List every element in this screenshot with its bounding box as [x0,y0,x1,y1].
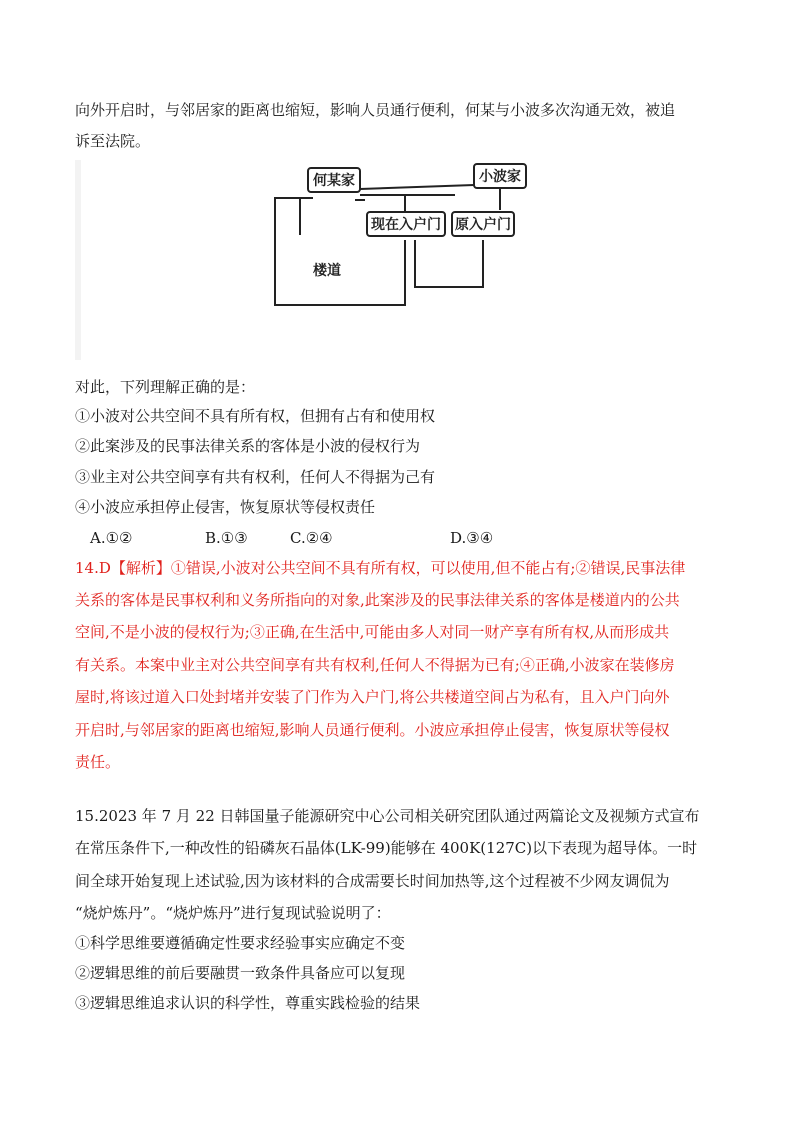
intro-line-2: 诉至法院。 [75,132,151,150]
scan-shadow [75,160,81,360]
q14-analysis-line-3: 空间,不是小波的侵权行为;③正确,在生活中,可能由多人对同一财产享有所有权,从而形成共 [75,623,670,641]
stairway-label: 楼道 [313,263,341,279]
q14-statement-4: ④小波应承担停止侵害，恢复原状等侵权责任 [75,498,376,516]
intro-line-1: 向外开启时，与邻居家的距离也缩短，影响人员通行便利，何某与小波多次沟通无效，被追 [75,101,676,119]
q15-stem-line-4: “烧炉炼丹”。“烧炉炼丹”进行复现试验说明了： [75,904,391,922]
corridor-outer-wall [275,198,405,305]
q14-stem: 对此，下列理解正确的是： [75,378,256,396]
q14-analysis-line-7: 责任。 [75,753,121,771]
q14-analysis-line-4: 有关系。本案中业主对公共空间享有共有权利,任何人不得据为已有;④正确,小波家在装修房 [75,656,675,674]
q15-statement-2: ②逻辑思维的前后要融贯一致条件具备应可以复现 [75,964,406,982]
original-door-label: 原入户门 [455,217,511,233]
he-house-label: 何某家 [313,173,355,189]
q15-stem-line-2: 在常压条件下,一种改性的铅磷灰石晶体(LK-99)能够在 400K(127C)以下表现为超导体。一时 [75,839,698,857]
q14-analysis-line-6: 开启时,与邻居家的距离也缩短,影响人员通行便利。小波应承担停止侵害，恢复原状等侵权 [75,721,670,739]
floor-plan-svg [75,160,545,360]
q15-stem-line-3: 间全球开始复现上述试验,因为该材料的合成需要长时间加热等,这个过程被不少网友调侃为 [75,872,670,890]
q14-analysis-line-1: 14.D【解析】①错误,小波对公共空间不具有所有权，可以使用,但不能占有;②错误,民事法律 [75,559,686,577]
original-corridor-wall [415,240,483,287]
q14-statement-3: ③业主对公共空间享有共有权利，任何人不得据为己有 [75,468,436,486]
q15-statement-3: ③逻辑思维追求认识的科学性，尊重实践检验的结果 [75,994,421,1012]
current-door-label: 现在入户门 [371,217,441,233]
q14-option-b: B.①③ [205,529,248,547]
q14-option-a: A.①② [90,529,133,547]
xiaobo-house-label: 小波家 [479,169,521,185]
q14-analysis-line-5: 屋时,将该过道入口处封堵并安装了门作为入户门,将公共楼道空间占为私有，且入户门向外 [75,688,670,706]
q15-statement-1: ①科学思维要遵循确定性要求经验事实应确定不变 [75,934,406,952]
q15-stem-line-1: 15.2023 年 7 月 22 日韩国量子能源研究中心公司相关研究团队通过两篇论文及视频方式宣布 [75,807,700,825]
q14-option-c: C.②④ [290,529,333,547]
q14-option-d: D.③④ [450,529,494,547]
q14-statement-1: ①小波对公共空间不具有所有权，但拥有占有和使用权 [75,407,436,425]
floor-plan-diagram [75,160,545,360]
connector-line [360,185,474,189]
q14-statement-2: ②此案涉及的民事法律关系的客体是小波的侵权行为 [75,437,421,455]
q14-analysis-line-2: 关系的客体是民事权利和义务所指向的对象,此案涉及的民事法律关系的客体是楼道内的公共 [75,591,680,609]
